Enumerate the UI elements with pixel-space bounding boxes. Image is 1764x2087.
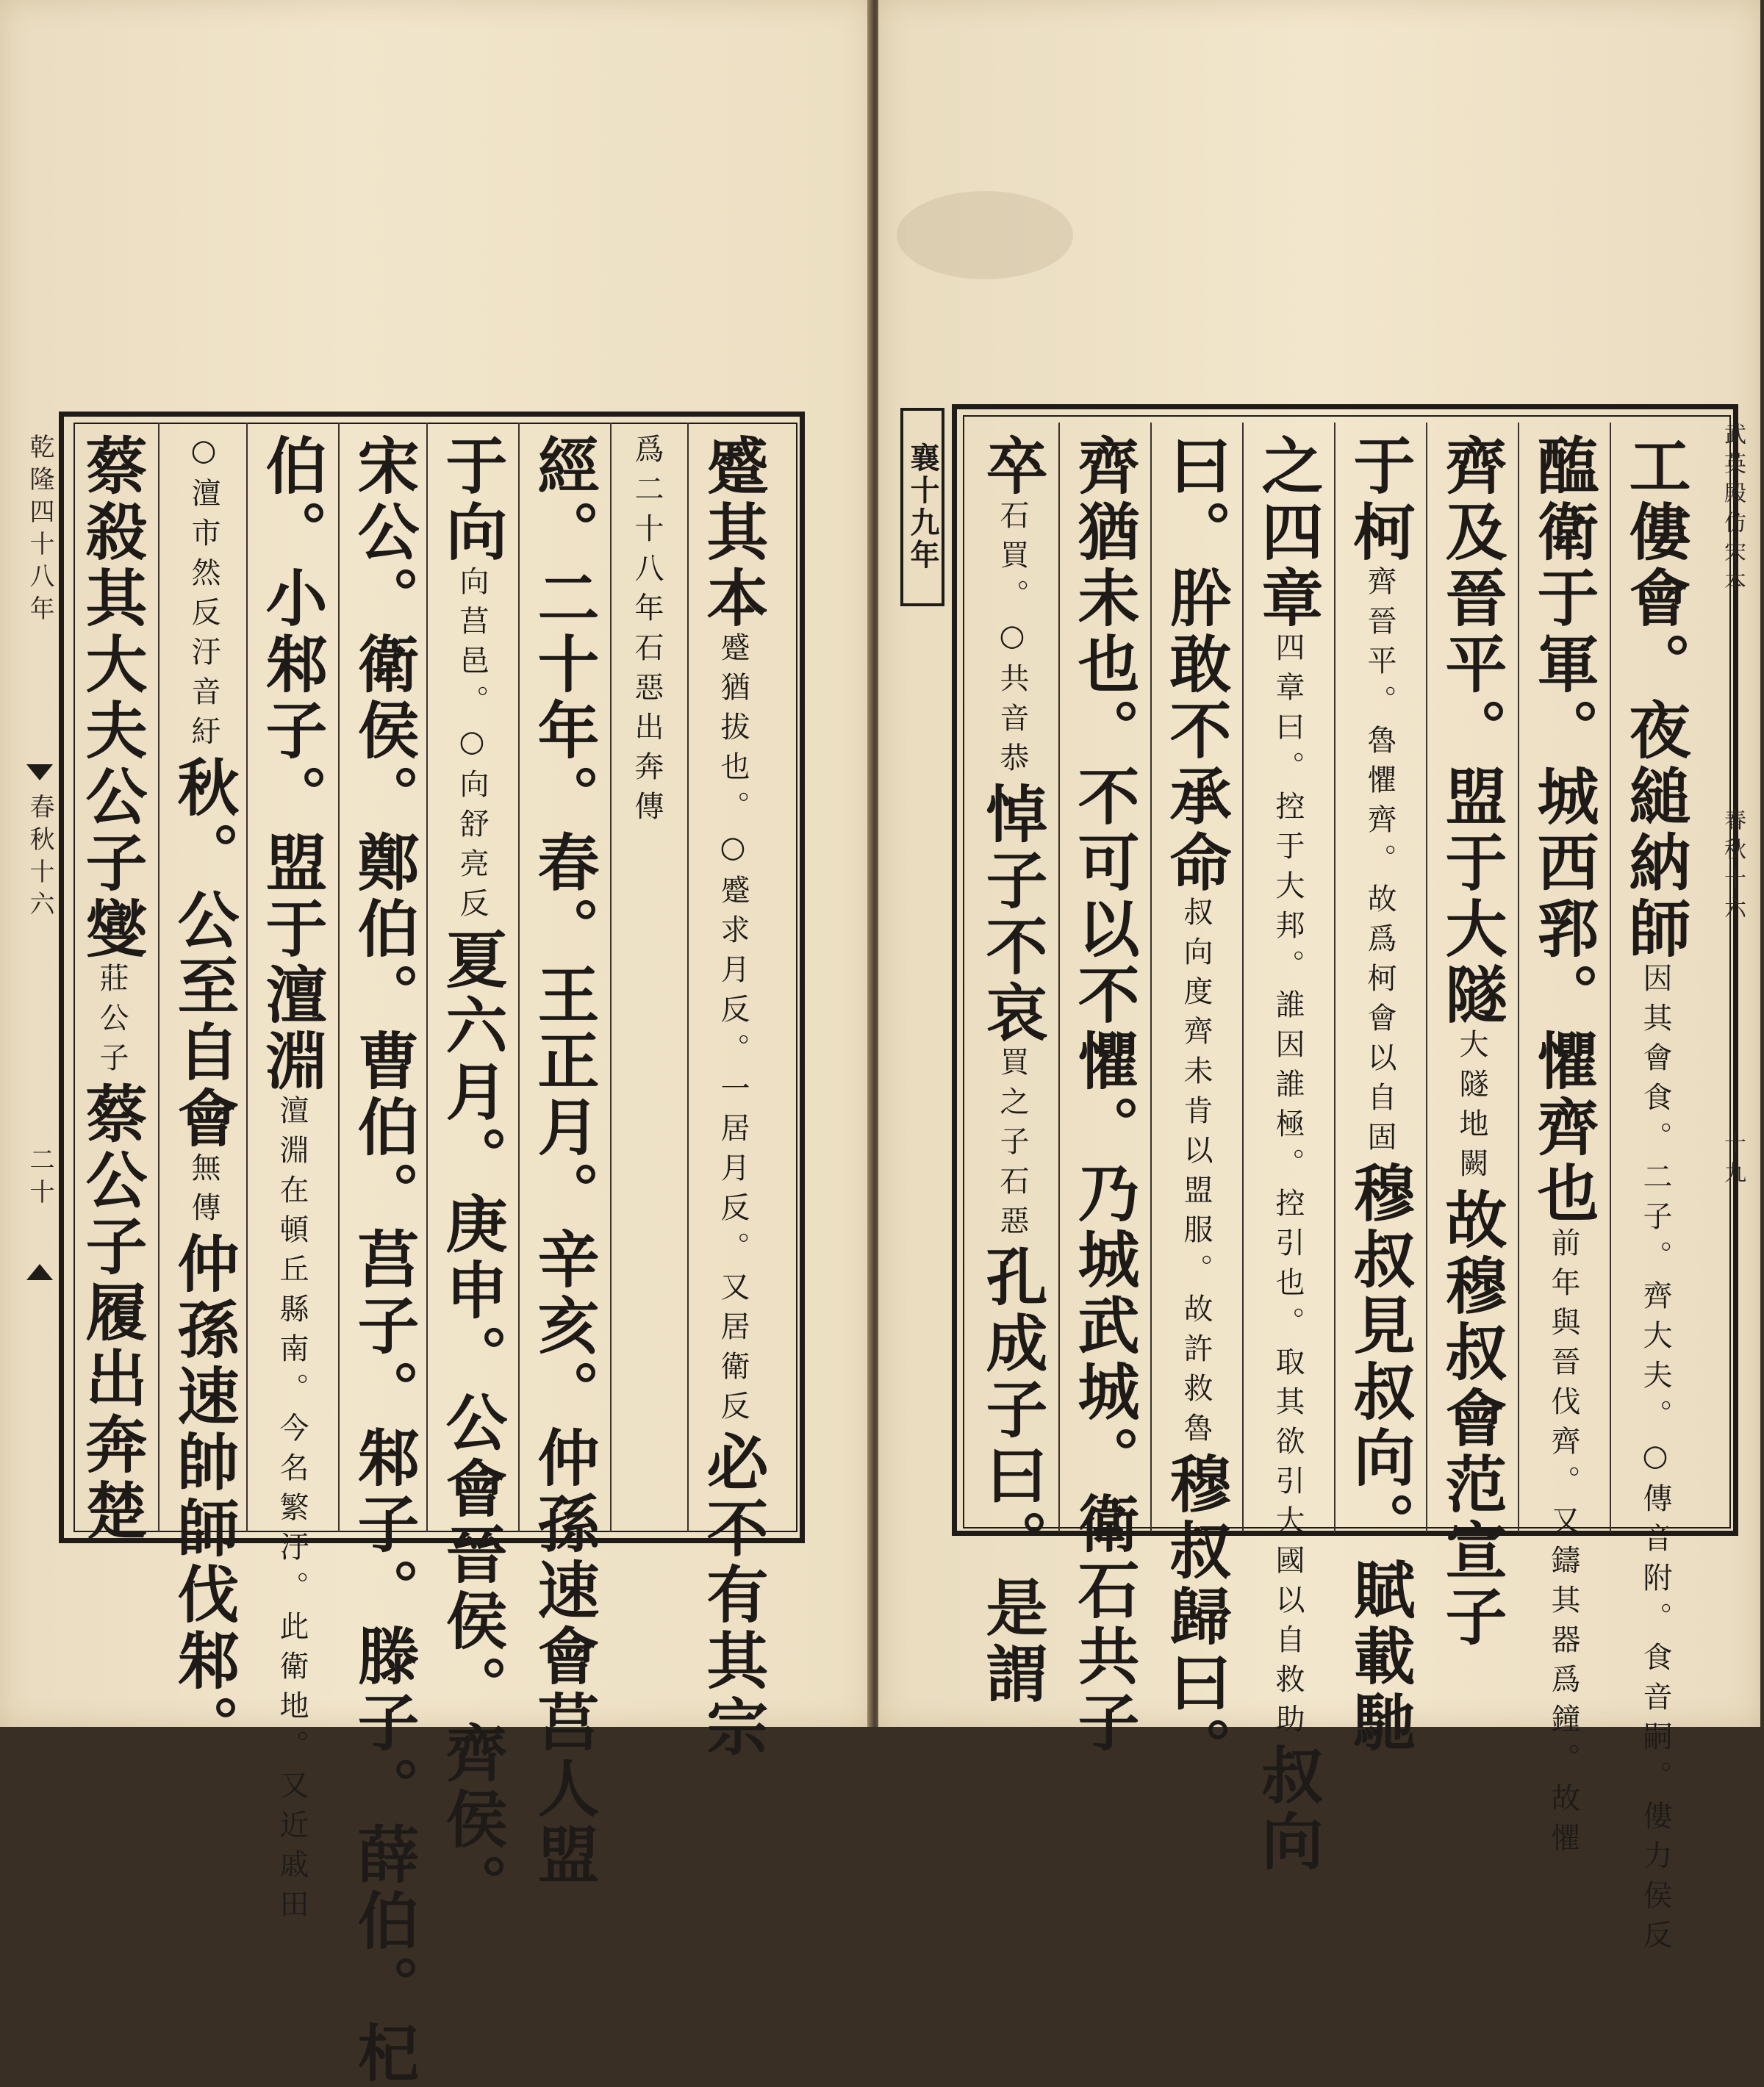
- right-column-6: 曰。肸敢不承命叔向度齊未肯以盟服。故許救魯穆叔歸曰。: [1160, 434, 1233, 1783]
- column-rule: [610, 423, 612, 1532]
- left-column-6: 伯。小邾子。盟于澶淵澶淵在頓丘縣南。今名繁汙。此衛地。又近戚田: [256, 434, 329, 1928]
- right-column-4: 于柯齊晉平。魯懼齊。故爲柯會以自固穆叔見叔向。賦載馳: [1344, 434, 1416, 1756]
- left-column-8: 蔡殺其大夫公子燮莊公子蔡公子履出奔楚: [76, 434, 148, 1545]
- right-column-5: 之四章四章曰。控于大邦。誰因誰極。控引也。取其欲引大國以自救助叔向: [1252, 434, 1324, 1875]
- column-rule: [338, 423, 340, 1532]
- column-rule: [1518, 423, 1519, 1532]
- left-column-7: ○澶市然反汙音紆秋。公至自會無傳仲孫速帥師伐邾。: [168, 434, 240, 1761]
- right-margin-section: 春秋十六: [1720, 808, 1746, 926]
- left-column-4: 于向向莒邑。○向舒亮反夏六月。庚申。公會晉侯。齊侯。: [436, 434, 509, 1919]
- right-margin-leaf: 十九: [1720, 1132, 1746, 1190]
- column-rule: [426, 423, 428, 1532]
- paper-stain: [897, 191, 1073, 279]
- right-column-1: 工僂會。夜縋納師因其會食。二子。齊大夫。○傳音附。食音嗣。僂力侯反: [1619, 434, 1692, 1959]
- column-rule: [1610, 423, 1611, 1532]
- column-rule: [518, 423, 520, 1532]
- left-column-2: 爲二十八年石惡出奔傳: [630, 434, 664, 830]
- left-margin-section: 春秋十六: [25, 794, 54, 923]
- column-rule: [158, 423, 159, 1532]
- column-rule: [1058, 423, 1060, 1532]
- left-margin-leaf: 二十: [25, 1146, 54, 1211]
- right-margin-title: 武英殿仿宋本: [1720, 423, 1746, 599]
- left-margin-title: 乾隆四十八年: [25, 434, 54, 628]
- left-column-1: 蹙其本蹙猶拔也。○蹙求月反。一居月反。又居衛反必不有其宗: [697, 434, 770, 1761]
- fish-tail-mark: [26, 764, 53, 780]
- right-column-3: 齊及晉平。盟于大隧大隧地闕故穆叔會范宣子: [1435, 434, 1508, 1650]
- column-rule: [1334, 423, 1335, 1532]
- right-column-7: 齊猶未也。不可以不懼。乃城武城。衛石共子: [1068, 434, 1141, 1756]
- column-rule: [1426, 423, 1427, 1532]
- column-rule: [687, 423, 689, 1532]
- column-rule: [1150, 423, 1152, 1532]
- right-column-8: 卒石買。○共音恭悼子不哀買之子石惡孔成子曰。是謂: [976, 434, 1049, 1708]
- left-column-3: 經。二十年。春。王正月。辛亥。仲孫速會莒人盟: [528, 434, 600, 1889]
- column-rule: [246, 423, 248, 1532]
- column-rule: [1242, 423, 1244, 1532]
- year-badge: 襄十九年: [900, 408, 944, 606]
- right-column-2: 醢衛于軍。城西郛。懼齊也前年與晉伐齊。又鑄其器爲鐘。故懼: [1527, 434, 1600, 1862]
- fish-tail-mark: [26, 1264, 53, 1280]
- left-column-5: 宋公。衛侯。鄭伯。曹伯。莒子。邾子。滕子。薛伯。杞: [348, 434, 420, 2087]
